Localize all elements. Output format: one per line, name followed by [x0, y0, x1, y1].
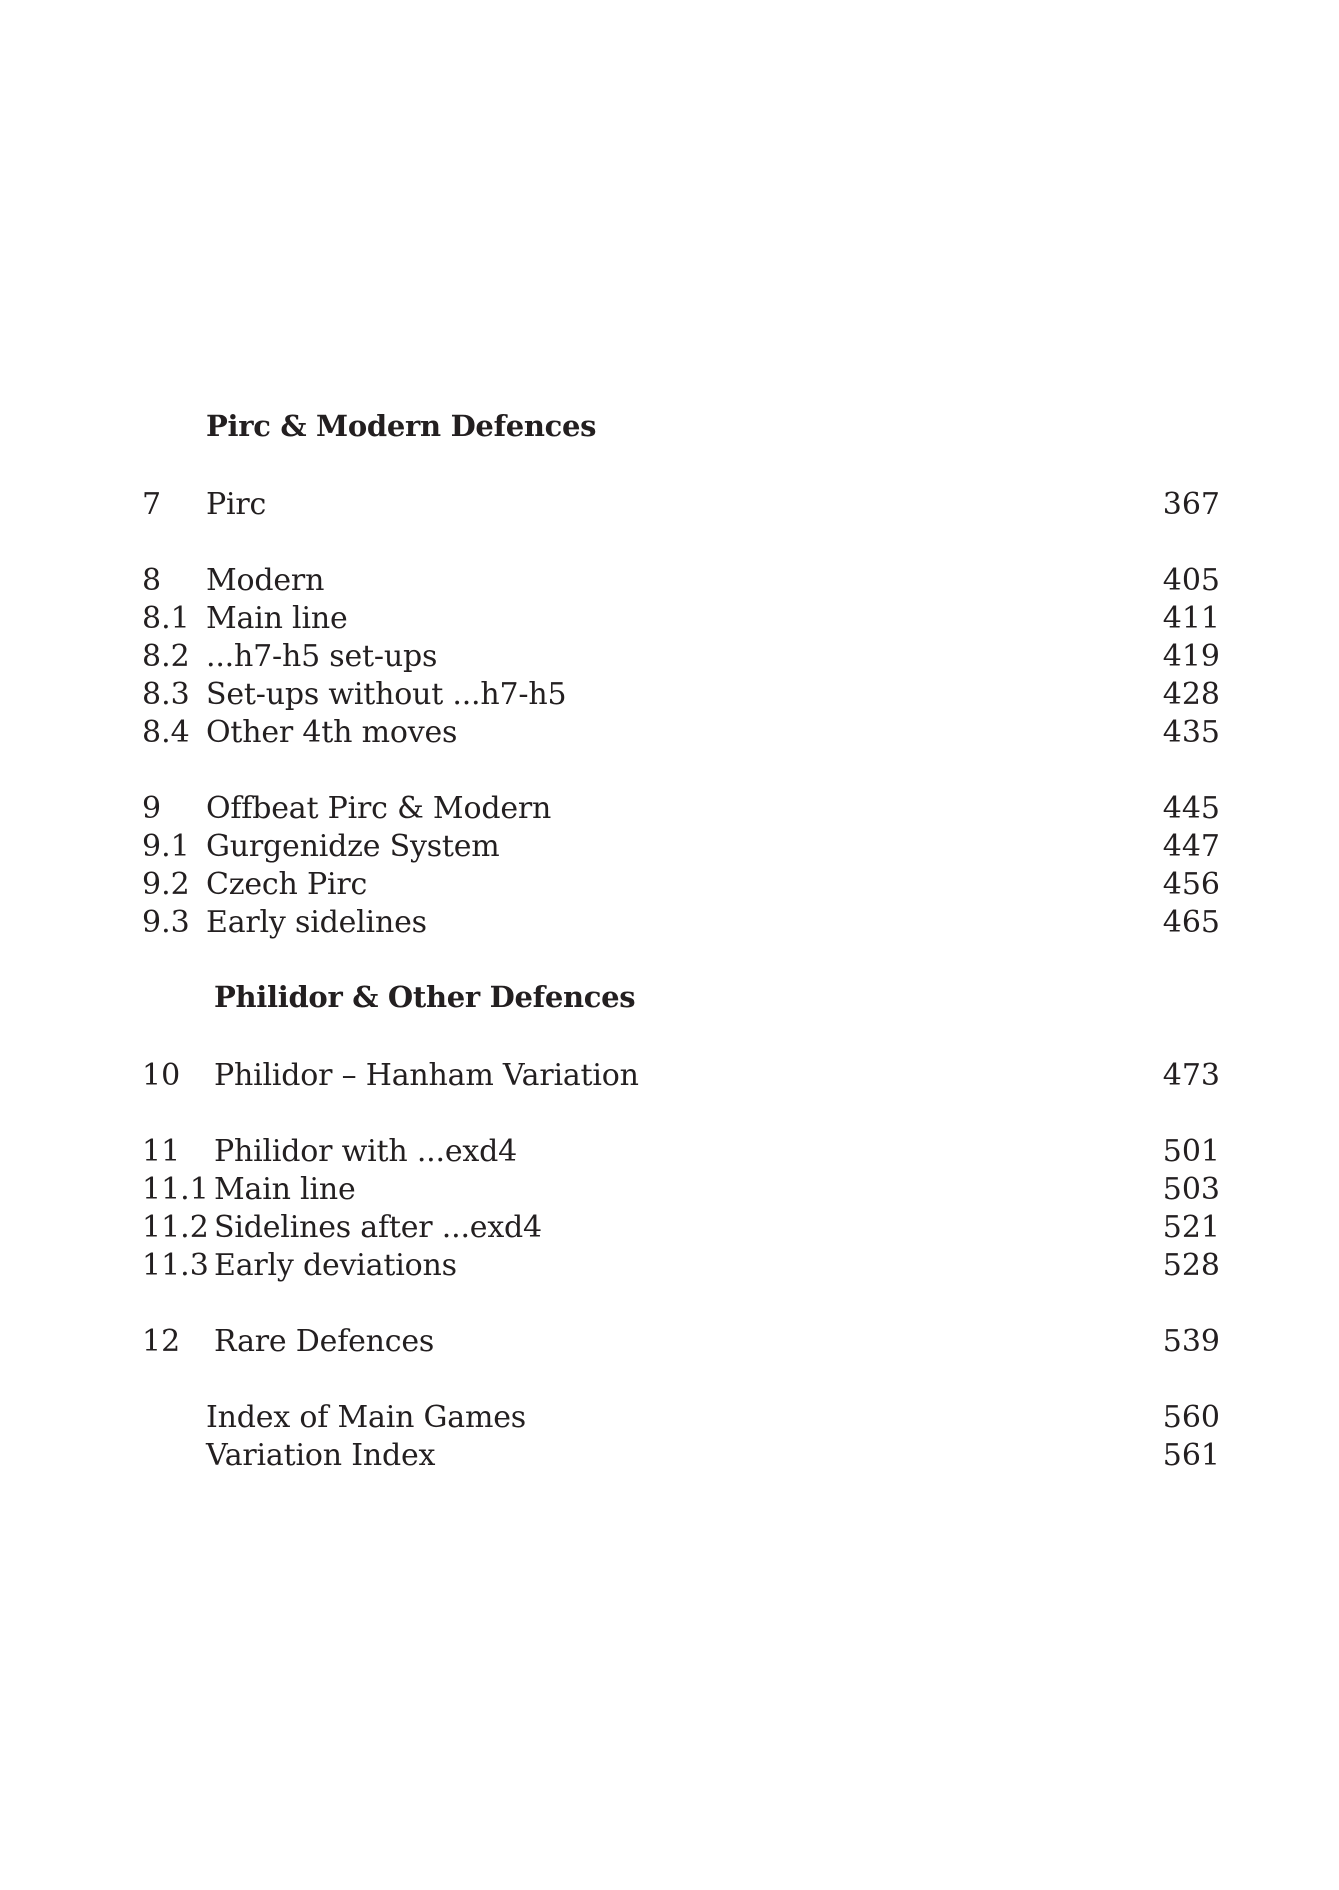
entry-page: 521 [1162, 1210, 1220, 1245]
entry-title: Modern [206, 563, 325, 598]
toc-entry[interactable] [142, 638, 1220, 676]
toc-entry[interactable] [142, 1057, 1220, 1095]
entry-page: 419 [1162, 639, 1220, 674]
entry-page: 501 [1162, 1134, 1220, 1169]
toc-entry[interactable] [142, 1133, 1220, 1171]
toc-entry[interactable] [142, 790, 1220, 828]
entry-page: 539 [1162, 1324, 1220, 1359]
entry-number: 9.1 [142, 829, 190, 864]
entry-number: 10 [142, 1058, 181, 1093]
section-heading: Pirc & Modern Defences [206, 409, 597, 443]
entry-number: 7 [142, 487, 162, 522]
entry-number: 9.3 [142, 905, 190, 940]
index-title: Variation Index [206, 1438, 436, 1473]
entry-title: Philidor with ...exd4 [214, 1134, 517, 1169]
toc-entry[interactable] [142, 828, 1220, 866]
toc-entry[interactable] [142, 904, 1220, 942]
entry-page: 435 [1162, 715, 1220, 750]
entry-page: 447 [1162, 829, 1220, 864]
index-entry[interactable] [142, 1399, 1220, 1437]
toc-entry[interactable] [142, 1171, 1220, 1209]
index-entry[interactable] [142, 1437, 1220, 1475]
entry-title: Philidor – Hanham Variation [214, 1058, 639, 1093]
entry-title: Early deviations [214, 1248, 457, 1283]
entry-title: Sidelines after ...exd4 [214, 1210, 542, 1245]
entry-title: Early sidelines [206, 905, 427, 940]
entry-page: 367 [1162, 487, 1220, 522]
entry-number: 12 [142, 1324, 181, 1359]
entry-title: Other 4th moves [206, 715, 458, 750]
entry-title: Pirc [206, 487, 267, 522]
entry-number: 11 [142, 1134, 181, 1169]
toc-entry[interactable] [142, 714, 1220, 752]
entry-number: 9 [142, 791, 162, 826]
toc-entry[interactable] [142, 1209, 1220, 1247]
entry-title: Gurgenidze System [206, 829, 500, 864]
entry-page: 465 [1162, 905, 1220, 940]
entry-number: 11.3 [142, 1248, 209, 1283]
entry-page: 445 [1162, 791, 1220, 826]
toc-entry[interactable] [142, 486, 1220, 524]
toc-entry[interactable] [142, 676, 1220, 714]
entry-number: 8.1 [142, 601, 190, 636]
index-title: Index of Main Games [206, 1400, 526, 1435]
entry-title: Czech Pirc [206, 867, 368, 902]
entry-number: 9.2 [142, 867, 190, 902]
entry-title: Main line [214, 1172, 356, 1207]
section-heading: Philidor & Other Defences [214, 980, 636, 1014]
entry-page: 456 [1162, 867, 1220, 902]
toc-entry[interactable] [142, 866, 1220, 904]
entry-page: 528 [1162, 1248, 1220, 1283]
entry-number: 11.1 [142, 1172, 209, 1207]
entry-title: Set-ups without ...h7-h5 [206, 677, 567, 712]
entry-number: 8 [142, 563, 162, 598]
entry-title: Offbeat Pirc & Modern [206, 791, 552, 826]
index-page: 560 [1162, 1400, 1220, 1435]
entry-title: Rare Defences [214, 1324, 435, 1359]
entry-title: ...h7-h5 set-ups [206, 639, 438, 674]
toc-entry[interactable] [142, 600, 1220, 638]
toc-entry[interactable] [142, 562, 1220, 600]
entry-number: 8.3 [142, 677, 190, 712]
index-page: 561 [1162, 1438, 1220, 1473]
entry-page: 428 [1162, 677, 1220, 712]
entry-number: 8.2 [142, 639, 190, 674]
toc-entry[interactable] [142, 1247, 1220, 1285]
entry-page: 405 [1162, 563, 1220, 598]
entry-number: 11.2 [142, 1210, 209, 1245]
toc-entry[interactable] [142, 1323, 1220, 1361]
entry-page: 411 [1162, 601, 1220, 636]
entry-number: 8.4 [142, 715, 190, 750]
entry-page: 473 [1162, 1058, 1220, 1093]
entry-title: Main line [206, 601, 348, 636]
entry-page: 503 [1162, 1172, 1220, 1207]
